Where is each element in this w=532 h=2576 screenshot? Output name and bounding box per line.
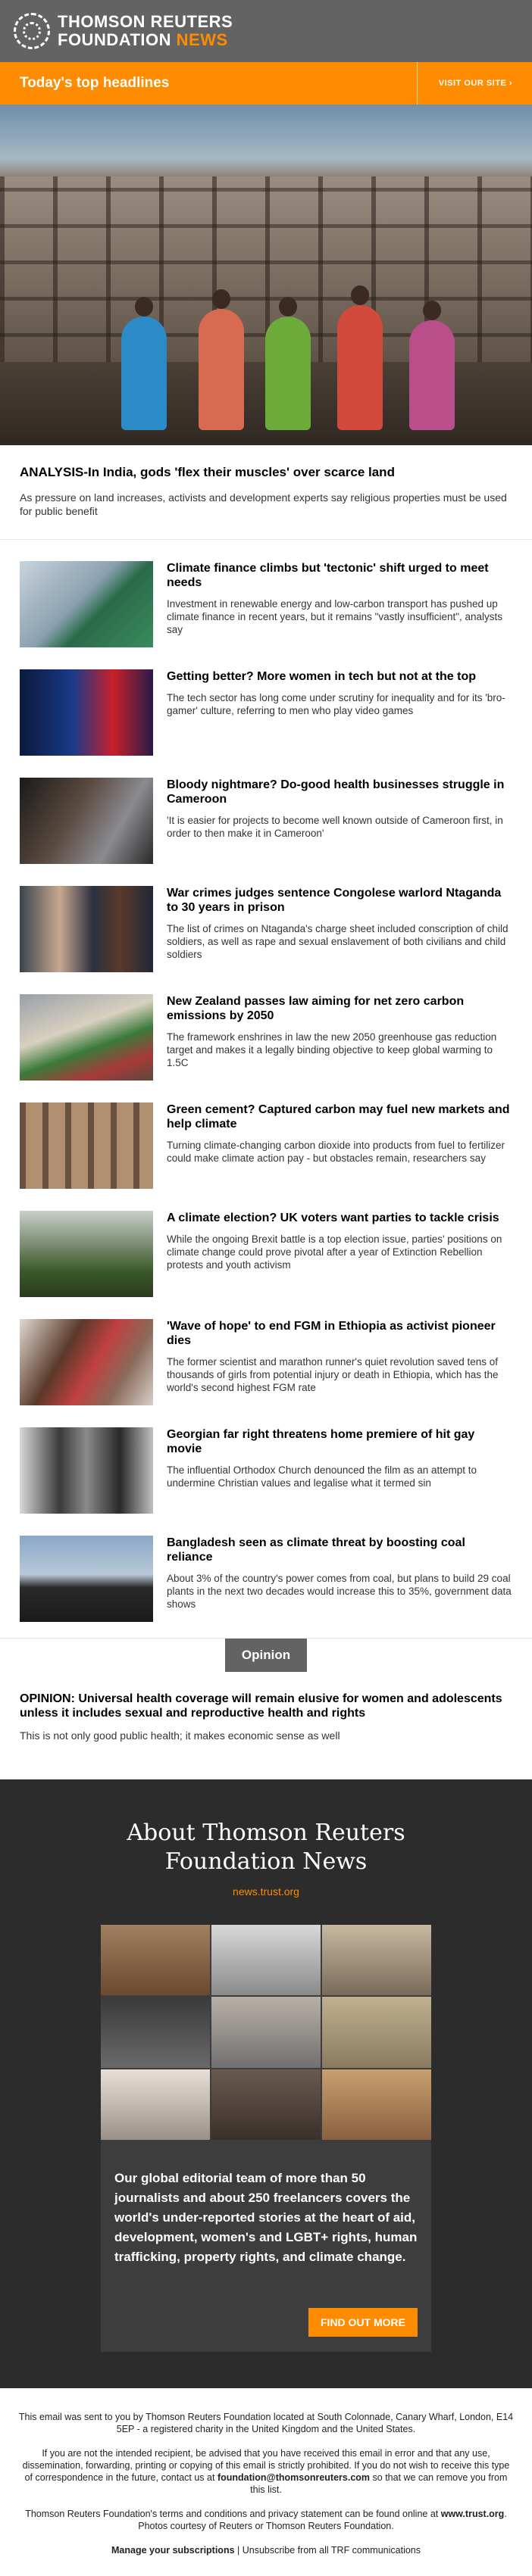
find-out-more-button[interactable]: FIND OUT MORE bbox=[308, 2308, 418, 2337]
story-item bbox=[0, 1194, 532, 1302]
story-thumbnail[interactable] bbox=[20, 1536, 153, 1622]
hero-figure bbox=[337, 305, 383, 430]
story-thumbnail[interactable] bbox=[20, 561, 153, 647]
collage-photo bbox=[211, 1925, 321, 1995]
footer-separator: | bbox=[234, 2545, 243, 2556]
footer-terms-text: Thomson Reuters Foundation's terms and conditions and privacy statement can be found online at bbox=[25, 2509, 439, 2519]
about-title-line-1: About Thomson Reuters bbox=[127, 1820, 405, 1846]
footer-disclaimer-text: If you are not the intended recipient, be advised that you have received this email in error and that any use, dissemination, forwarding, printing or copying of this email is strictly prohibited. If you do not wish to receive this type of correspondence in the future, contact us at bbox=[22, 2448, 510, 2483]
story-summary: Investment in renewable energy and low-carbon transport has pushed up climate finance in recent years, but it remains "vastly insufficient", analysts say bbox=[167, 598, 503, 635]
header-bar bbox=[0, 0, 532, 62]
story-item bbox=[0, 544, 532, 653]
headline-bar bbox=[0, 62, 532, 104]
logo-text[interactable] bbox=[58, 13, 233, 49]
collage-photo bbox=[322, 1925, 431, 1995]
opinion-section bbox=[0, 1638, 532, 1779]
footer-disclaimer bbox=[18, 2447, 514, 2496]
story-thumbnail[interactable] bbox=[20, 1427, 153, 1514]
visit-site-link[interactable]: VISIT OUR SITE › bbox=[417, 62, 512, 104]
footer-trust-link[interactable]: www.trust.org bbox=[440, 2509, 505, 2519]
section-title: Today's top headlines bbox=[20, 75, 170, 91]
story-title[interactable]: 'Wave of hope' to end FGM in Ethiopia as activist pioneer dies bbox=[167, 1320, 496, 1347]
logo-line-1: THOMSON REUTERS bbox=[58, 12, 233, 31]
logo-news: NEWS bbox=[176, 30, 228, 49]
about-blurb: Our global editorial team of more than 50 journalists and about 250 freelancers covers the world's under-reported stories at the heart of aid, development, women's and LGBT+ rights, human trafficking, property rights, and climate change. bbox=[114, 2171, 418, 2264]
story-item bbox=[0, 653, 532, 761]
manage-subscriptions-link[interactable]: Manage your subscriptions bbox=[111, 2545, 235, 2556]
story-summary: 'It is easier for projects to become well known outside of Cameroon first, in order to then make it in Cameroon' bbox=[167, 815, 503, 839]
opinion-story bbox=[0, 1672, 532, 1779]
story-thumbnail[interactable] bbox=[20, 886, 153, 972]
logo-line-2 bbox=[58, 31, 233, 49]
unsubscribe-link[interactable]: Unsubscribe from all TRF communications bbox=[242, 2545, 421, 2556]
story-summary: The former scientist and marathon runner's quiet revolution saved tens of thousands of girls from potential injury or death in Ethiopia, which has the world's second highest FGM rate bbox=[167, 1356, 499, 1393]
lead-story-summary: As pressure on land increases, activists and development experts say religious properties must be used for public benefit bbox=[20, 491, 507, 517]
story-title[interactable]: Getting better? More women in tech but not at the top bbox=[167, 670, 476, 683]
about-title bbox=[0, 1779, 532, 1876]
collage-photo bbox=[101, 1925, 210, 1995]
story-thumbnail[interactable] bbox=[20, 669, 153, 756]
hero-figure bbox=[265, 317, 311, 430]
lead-story-title[interactable]: ANALYSIS-In India, gods 'flex their muscles' over scarce land bbox=[20, 465, 395, 479]
about-card bbox=[101, 1925, 431, 2352]
story-thumbnail[interactable] bbox=[20, 1211, 153, 1297]
story-title[interactable]: Bangladesh seen as climate threat by boosting coal reliance bbox=[167, 1536, 465, 1564]
footer bbox=[0, 2388, 532, 2556]
story-title[interactable]: New Zealand passes law aiming for net zero carbon emissions by 2050 bbox=[167, 995, 465, 1022]
collage-photo bbox=[101, 1997, 210, 2067]
story-item bbox=[0, 869, 532, 978]
footer-terms bbox=[18, 2508, 514, 2532]
story-title[interactable]: A climate election? UK voters want parties to tackle crisis bbox=[167, 1212, 499, 1224]
collage-photo bbox=[101, 2069, 210, 2140]
story-item bbox=[0, 1411, 532, 1519]
story-summary: The list of crimes on Ntaganda's charge sheet included conscription of child soldiers, as well as rape and sexual enslavement of both civilians and child soldiers bbox=[167, 923, 509, 960]
story-item bbox=[0, 761, 532, 869]
about-title-line-2: Foundation News bbox=[164, 1848, 368, 1875]
story-summary: The framework enshrines in law the new 2050 greenhouse gas reduction target and makes it a legally binding objective to keep global warming to 1.5C bbox=[167, 1031, 497, 1068]
opinion-summary: This is not only good public health; it makes economic sense as well bbox=[20, 1729, 340, 1742]
story-summary: About 3% of the country's power comes from coal, but plans to build 29 coal plants in the next two decades would increase this to 35%, government data shows bbox=[167, 1573, 512, 1610]
story-thumbnail[interactable] bbox=[20, 1102, 153, 1189]
hero-figure bbox=[121, 317, 167, 430]
about-section bbox=[0, 1779, 532, 2388]
story-title[interactable]: Georgian far right threatens home premiere of hit gay movie bbox=[167, 1428, 475, 1455]
footer-disclaimer-end: so that we can remove you from this list. bbox=[250, 2472, 508, 2495]
story-item bbox=[0, 1302, 532, 1411]
photo-collage bbox=[101, 1925, 431, 2140]
story-thumbnail[interactable] bbox=[20, 1319, 153, 1405]
footer-email-link[interactable]: foundation@thomsonreuters.com bbox=[217, 2472, 371, 2483]
story-list bbox=[0, 540, 532, 1627]
story-summary: The influential Orthodox Church denounced the film as an attempt to undermine Christian values and legalise what it termed sin bbox=[167, 1464, 477, 1489]
story-summary: Turning climate-changing carbon dioxide into products from fuel to fertilizer could make climate action pay - but obstacles remain, researchers say bbox=[167, 1140, 505, 1164]
story-item bbox=[0, 978, 532, 1086]
collage-photo bbox=[211, 1997, 321, 2067]
lead-story bbox=[0, 445, 532, 540]
collage-photo bbox=[322, 2069, 431, 2140]
story-summary: The tech sector has long come under scrutiny for inequality and for its 'bro-gamer' culture, referring to men who play video games bbox=[167, 692, 505, 716]
collage-photo bbox=[211, 2069, 321, 2140]
hero-image[interactable] bbox=[0, 104, 532, 445]
story-title[interactable]: Green cement? Captured carbon may fuel new markets and help climate bbox=[167, 1103, 510, 1131]
footer-terms-end: . Photos courtesy of Reuters or Thomson Reuters Foundation. bbox=[138, 2509, 507, 2531]
story-thumbnail[interactable] bbox=[20, 994, 153, 1081]
collage-photo bbox=[322, 1997, 431, 2067]
story-title[interactable]: War crimes judges sentence Congolese warlord Ntaganda to 30 years in prison bbox=[167, 887, 502, 914]
trf-logo-icon[interactable] bbox=[14, 13, 50, 49]
hero-figure bbox=[409, 320, 455, 430]
hero-figure bbox=[199, 309, 244, 430]
footer-address: This email was sent to you by Thomson Reuters Foundation located at South Colonnade, Canary Wharf, London, E14 5EP - a registered charity in the United Kingdom and the United States. bbox=[18, 2412, 514, 2434]
story-title[interactable]: Bloody nightmare? Do-good health businesses struggle in Cameroon bbox=[167, 778, 505, 806]
story-thumbnail[interactable] bbox=[20, 778, 153, 864]
logo-foundation: FOUNDATION bbox=[58, 30, 172, 49]
footer-subscriptions bbox=[18, 2544, 514, 2556]
opinion-title[interactable]: OPINION: Universal health coverage will remain elusive for women and adolescents unless it includes sexual and reproductive health and rights bbox=[20, 1692, 502, 1720]
story-item bbox=[0, 1086, 532, 1194]
story-summary: While the ongoing Brexit battle is a top election issue, parties' positions on climate change could prove pivotal after a year of Extinction Rebellion protests and youth activism bbox=[167, 1233, 502, 1271]
story-item bbox=[0, 1519, 532, 1627]
story-title[interactable]: Climate finance climbs but 'tectonic' shift urged to meet needs bbox=[167, 562, 489, 589]
about-site-link[interactable]: news.trust.org bbox=[233, 1885, 299, 1898]
opinion-badge: Opinion bbox=[225, 1639, 307, 1672]
